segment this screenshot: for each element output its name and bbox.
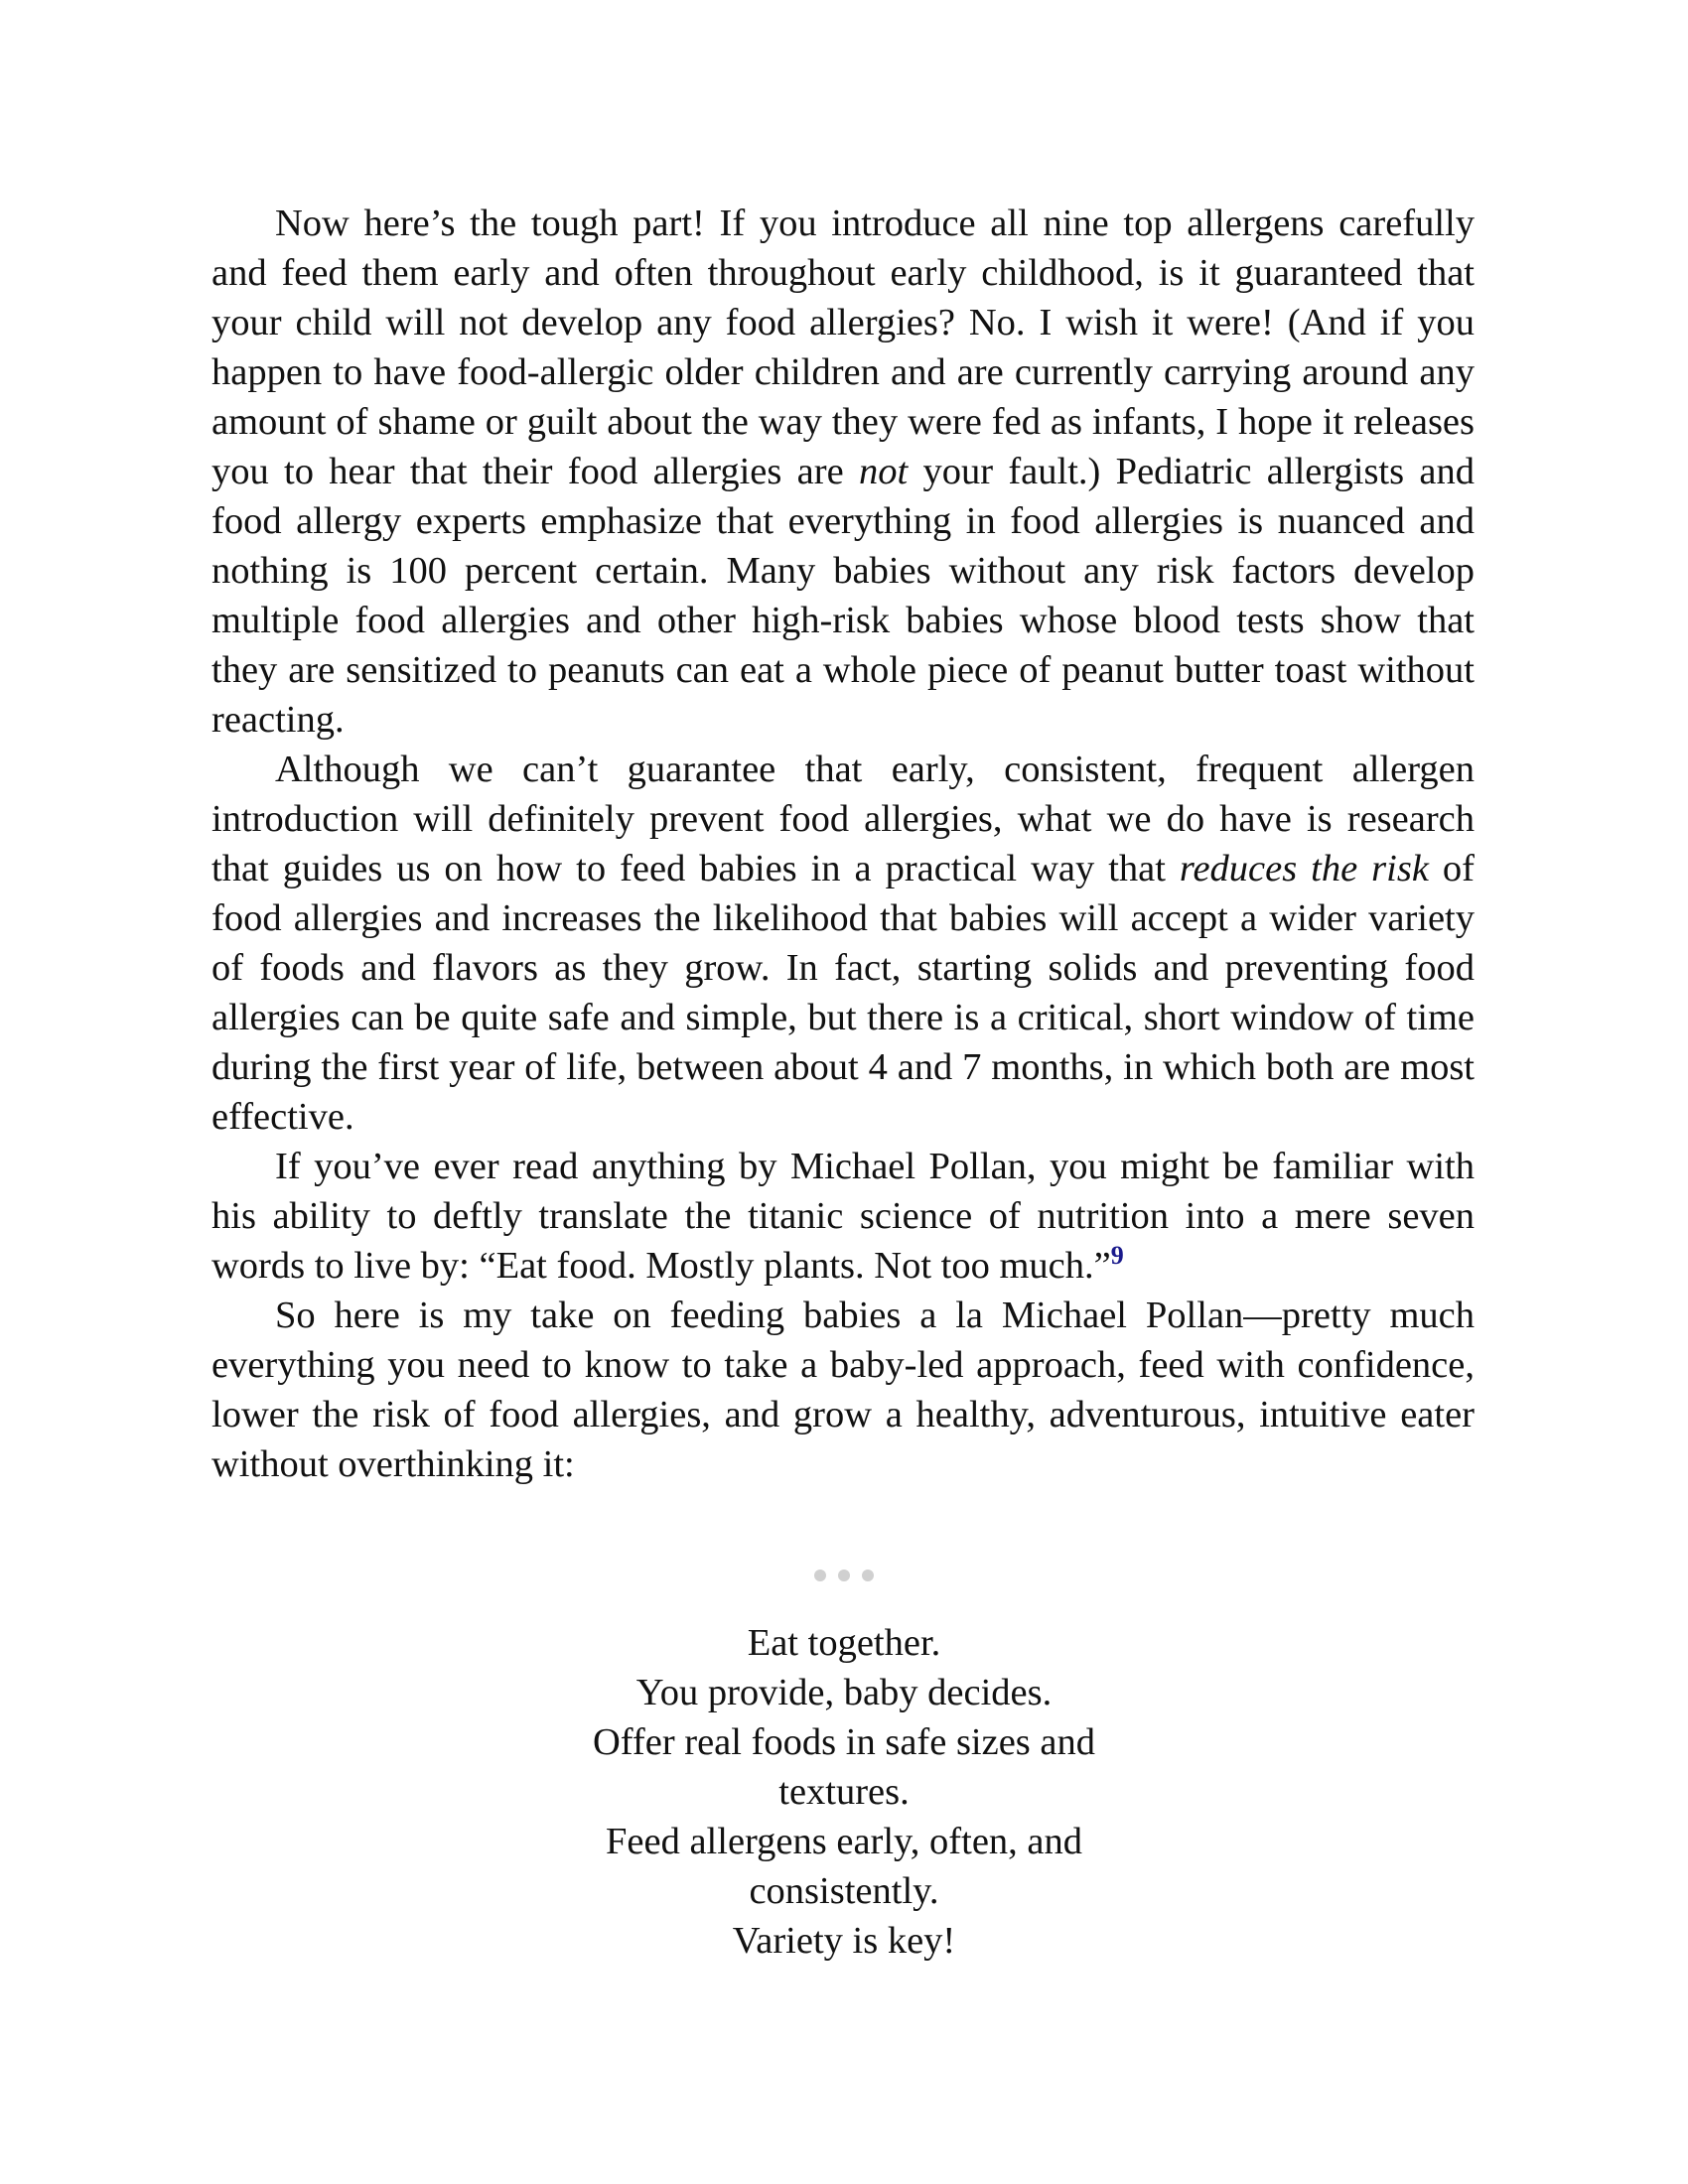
rule-line: You provide, baby decides. [635, 1672, 1053, 1713]
paragraph-text: Although we can’t guarantee that early, consistent, frequent allergen introduction will definitely prevent food allergies, what we do have is research that guides us on how to feed babies in a practical way that [211, 749, 1475, 889]
rule-line: Variety is key! [732, 1920, 956, 1962]
feeding-rules [0, 1618, 1688, 1966]
emphasis-not: not [858, 451, 909, 492]
rule-line: Eat together. [747, 1622, 941, 1664]
emphasis-reduces-the-risk: reduces the risk [1179, 848, 1429, 889]
paragraph-pollan [211, 1142, 1475, 1291]
separator-dot-icon [862, 1570, 874, 1581]
paragraph-take [211, 1291, 1475, 1489]
separator-dot-icon [814, 1570, 826, 1581]
rule-line: Feed allergens early, often, and consistently. [606, 1821, 1082, 1912]
separator-dot-icon [838, 1570, 850, 1581]
paragraph-text: So here is my take on feeding babies a la Michael Pollan—pretty much everything you need to know to take a baby-led approach, feed with confidence, lower the risk of food allergies, and grow a healthy, adventurous, intuitive eater without overthinking it: [211, 1295, 1475, 1485]
paragraph-text: your fault.) Pediatric allergists and food allergy experts emphasize that everything in food allergies is nuanced and nothing is 100 percent certain. Many babies without any risk factors develop multiple food allergies and other high-risk babies whose blood tests show that they are sensitized to peanuts can eat a whole piece of peanut butter toast without reacting. [211, 451, 1476, 741]
paragraph-guarantee [211, 745, 1475, 1142]
paragraph-text: Now here’s the tough part! If you introduce all nine top allergens carefully and feed them early and often throughout early childhood, is it guaranteed that your child will not develop any food allergies? No. I wish it were! (And if you happen to have food-allergic older children and are currently carrying around any amount of shame or guilt about the way they were fed as infants, I hope it releases you to hear that their food allergies are [211, 203, 1475, 492]
body-text [211, 199, 1475, 1489]
section-separator [0, 1569, 1688, 1588]
paragraph-tough-part [211, 199, 1475, 745]
rule-line: Offer real foods in safe sizes and textures. [592, 1721, 1095, 1813]
paragraph-text: of food allergies and increases the likelihood that babies will accept a wider variety of foods and flavors as they grow. In fact, starting solids and preventing food allergies can be quite safe and simple, but there is a critical, short window of time during the first year of life, between about 4 and 7 months, in which both are most effective. [211, 848, 1475, 1138]
paragraph-text: If you’ve ever read anything by Michael Pollan, you might be familiar with his ability to deftly translate the titanic science of nutrition into a mere seven words to live by: “Eat food. Mostly plants. Not too much.” [211, 1146, 1475, 1287]
footnote-link[interactable]: 9 [1110, 1241, 1124, 1270]
